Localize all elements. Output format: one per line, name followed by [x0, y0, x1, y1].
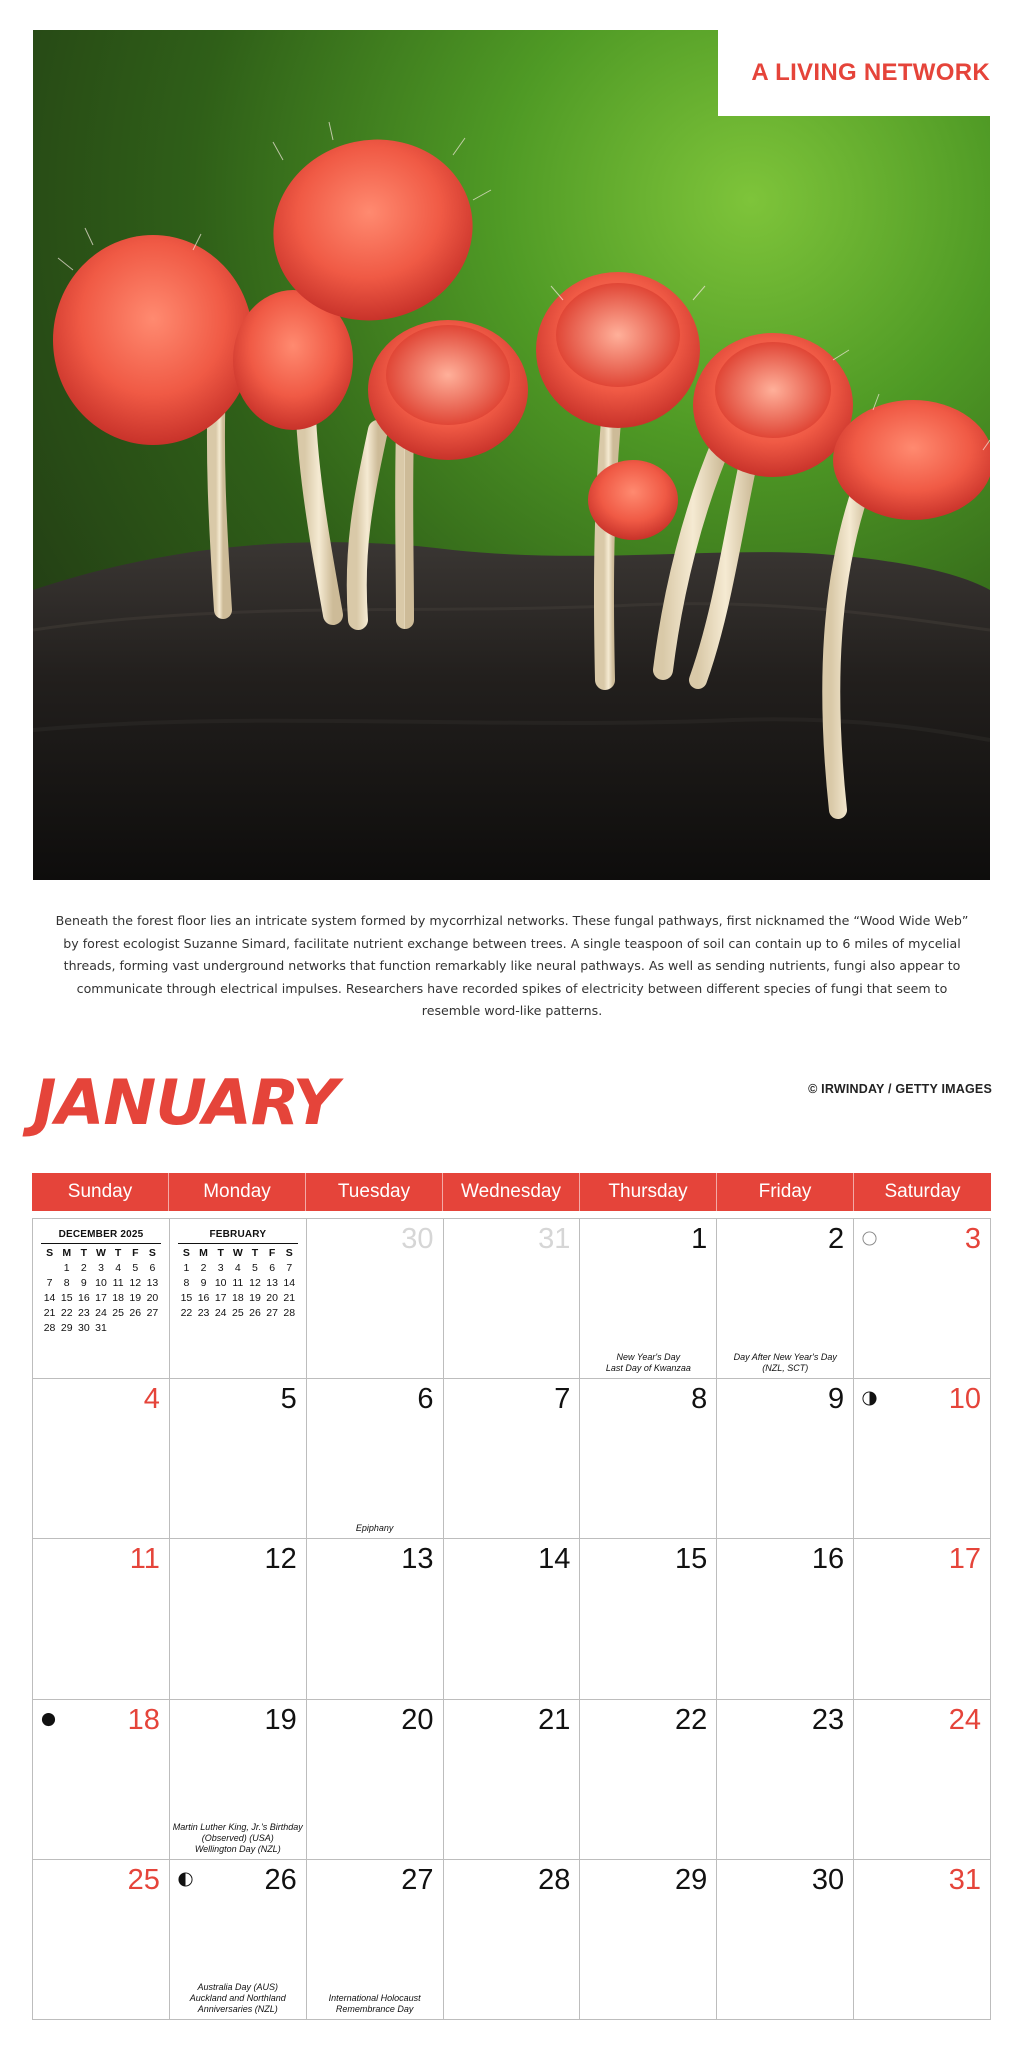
day-number: 13: [401, 1543, 434, 1576]
mini-calendar-day: [144, 1322, 161, 1335]
mini-calendar-day: 1: [183, 1262, 190, 1274]
day-cell-10: [854, 1379, 991, 1539]
mini-calendar-cell: [170, 1219, 307, 1379]
weekday-wednesday: Wednesday: [443, 1173, 580, 1211]
mini-calendar-day: 29: [60, 1322, 73, 1334]
day-cell-5: [170, 1379, 307, 1539]
holiday-note-line: Australia Day (AUS): [197, 1981, 279, 1992]
month-title: JANUARY: [33, 1066, 338, 1139]
mini-calendar-day: 3: [217, 1262, 224, 1274]
day-cell-28: [444, 1860, 581, 2020]
mini-calendar-weekday: S: [182, 1247, 190, 1259]
mini-calendar-weekday: M: [62, 1247, 72, 1259]
weekday-saturday: Saturday: [884, 1181, 961, 1202]
day-number: 7: [554, 1383, 571, 1416]
mini-calendar-day: 6: [269, 1262, 276, 1274]
mini-calendar-day: 17: [95, 1292, 107, 1304]
mini-calendar-day: 3: [98, 1262, 104, 1274]
day-number: 15: [675, 1543, 708, 1576]
mini-calendar-day: 14: [283, 1277, 296, 1289]
day-cell-prev-30: [307, 1219, 444, 1379]
day-cell-27: [307, 1860, 444, 2020]
mini-calendar-day: [127, 1322, 144, 1335]
photo-title: A LIVING NETWORK: [751, 59, 990, 86]
day-cell-13: [307, 1539, 444, 1699]
moon-phase-full-icon: [862, 1231, 877, 1246]
day-number: 4: [143, 1383, 160, 1416]
mini-calendar-day: 22: [180, 1307, 193, 1319]
holiday-note: [582, 1352, 714, 1374]
mini-calendar-weekday: F: [132, 1247, 139, 1259]
mini-calendar-weekday: M: [199, 1247, 208, 1259]
day-cell-3: [854, 1219, 991, 1379]
day-cell-12: [170, 1539, 307, 1699]
mini-calendar-day: 12: [249, 1277, 261, 1289]
weekday-sunday: Sunday: [32, 1173, 169, 1211]
day-number: 10: [948, 1383, 981, 1416]
holiday-note: [172, 1982, 304, 2015]
weekday-thursday: Thursday: [580, 1173, 717, 1211]
mini-calendar-day: 8: [183, 1277, 190, 1289]
day-number: 2: [828, 1223, 845, 1255]
mini-calendar-title: FEBRUARY: [178, 1229, 298, 1244]
mini-calendar-day: 27: [266, 1307, 278, 1319]
moon-phase-new-icon: [41, 1712, 56, 1727]
mini-calendar-day: 8: [63, 1277, 70, 1289]
mini-calendar-weekday: W: [96, 1247, 106, 1259]
fungi-illustration: [33, 30, 990, 880]
day-number: 18: [127, 1703, 160, 1736]
day-number: 30: [811, 1863, 845, 1896]
mini-calendar-day: 5: [132, 1262, 139, 1274]
day-cell-1: [580, 1219, 717, 1379]
mini-calendar-day: 4: [234, 1262, 241, 1274]
mini-calendar-weekday: W: [232, 1247, 243, 1259]
mini-calendar-day: 23: [78, 1307, 90, 1319]
mini-calendar-day: 2: [80, 1262, 87, 1274]
holiday-note: [309, 1993, 441, 2015]
mini-calendar-weekday: T: [114, 1247, 122, 1259]
holiday-note-line: Last Day of Kwanzaa: [605, 1363, 691, 1374]
holiday-note-line: Martin Luther King, Jr.'s Birthday: [172, 1821, 303, 1832]
day-number: 17: [948, 1543, 981, 1576]
day-number: 11: [129, 1543, 160, 1576]
mini-calendar-day: 11: [232, 1277, 244, 1289]
mini-calendar-weekday: T: [217, 1247, 224, 1259]
moon-phase-first-quarter-icon: [178, 1872, 193, 1887]
mini-calendar-day: 5: [252, 1262, 258, 1274]
mini-calendar-weekday: S: [285, 1247, 293, 1259]
holiday-note: [172, 1822, 304, 1855]
mini-calendar-day: 14: [43, 1292, 56, 1304]
mini-calendar-weekday: F: [268, 1247, 276, 1259]
mini-calendar-weekday: T: [251, 1247, 259, 1259]
mini-calendar-day: 22: [60, 1307, 73, 1319]
mini-calendar-day: 9: [80, 1277, 87, 1289]
day-number: 5: [280, 1383, 297, 1416]
mini-calendar-day: 7: [46, 1277, 53, 1289]
month-description: Beneath the forest floor lies an intricate system formed by mycorrhizal networks. These fungal pathways, first nicknamed the “Wood Wide Web” by forest ecologist Suzanne Simard, facilitate nutrient exchange between trees. A single teaspoon of soil can contain up to 6 miles of mycelial threads, forming vast underground networks that function remarkably like neural pathways. As well as sending nutrients, fungi also appear to communicate through electrical impulses. Researchers have recorded spikes of electricity between different species of fungi that seem to resemble word-like patterns.: [55, 913, 969, 1018]
mini-calendar-title: DECEMBER 2025: [41, 1229, 161, 1244]
day-number: 26: [264, 1863, 297, 1896]
hero-photo: [33, 30, 990, 880]
day-cell-14: [444, 1539, 581, 1699]
mini-calendar-day: 13: [146, 1277, 159, 1289]
day-cell-7: [444, 1379, 581, 1539]
mini-calendar-day: 20: [146, 1292, 159, 1304]
mini-calendar-day: 26: [129, 1307, 142, 1319]
mini-calendar-day: 2: [200, 1262, 207, 1274]
mini-calendar-day: 20: [266, 1292, 278, 1304]
day-number: 8: [691, 1383, 708, 1416]
holiday-note-line: International Holocaust: [328, 1992, 421, 2003]
mini-calendar-day: 21: [43, 1307, 56, 1319]
weekday-tuesday: Tuesday: [306, 1173, 443, 1211]
mini-calendar-grid: [41, 1247, 161, 1335]
mini-calendar: [178, 1229, 298, 1320]
day-cell-30: [717, 1860, 854, 2020]
day-number: 1: [691, 1223, 708, 1255]
weekday-friday: Friday: [717, 1173, 854, 1211]
mini-calendar-day: 7: [286, 1262, 293, 1274]
day-number: 27: [401, 1863, 434, 1896]
holiday-note-line: Remembrance Day: [335, 2003, 414, 2014]
day-cell-4: [33, 1379, 170, 1539]
mini-calendar-day: 31: [95, 1322, 107, 1334]
mini-calendar-weekday: T: [80, 1247, 88, 1259]
day-number: 16: [811, 1543, 845, 1576]
holiday-note: [719, 1352, 851, 1374]
mini-calendar-day: 16: [197, 1292, 210, 1304]
day-number: 3: [964, 1223, 981, 1255]
day-number: 23: [811, 1703, 845, 1736]
day-cell-25: [33, 1860, 170, 2020]
day-number: 31: [538, 1223, 571, 1255]
holiday-note-line: Epiphany: [355, 1523, 394, 1534]
mini-calendar-day: 18: [231, 1292, 244, 1304]
mini-calendar-weekday: S: [46, 1247, 54, 1259]
day-cell-15: [580, 1539, 717, 1699]
holiday-note-line: Wellington Day (NZL): [194, 1843, 281, 1854]
mini-calendar-day: 15: [60, 1292, 73, 1304]
calendar-grid: [32, 1218, 991, 2020]
day-number: 19: [264, 1703, 297, 1736]
day-cell-20: [307, 1700, 444, 1860]
mini-calendar-day: 10: [214, 1277, 227, 1289]
day-cell-21: [444, 1700, 581, 1860]
day-cell-22: [580, 1700, 717, 1860]
mini-calendar-day: [110, 1322, 127, 1335]
mini-calendar-day: 24: [95, 1307, 107, 1319]
mini-calendar-day: 12: [129, 1277, 142, 1289]
holiday-note-line: Auckland and Northland: [189, 1992, 286, 2003]
day-number: 6: [417, 1383, 434, 1416]
mini-calendar-day: 21: [283, 1292, 296, 1304]
day-cell-19: [170, 1700, 307, 1860]
holiday-note: [309, 1523, 441, 1534]
day-cell-24: [854, 1700, 991, 1860]
holiday-note-line: Anniversaries (NZL): [197, 2003, 278, 2014]
day-number: 24: [948, 1703, 981, 1736]
mini-calendar-day: 13: [266, 1277, 278, 1289]
holiday-note-line: (NZL, SCT): [762, 1363, 809, 1374]
mini-calendar-cell: [33, 1219, 170, 1379]
mini-calendar-day: 11: [112, 1277, 124, 1289]
mini-calendar-day: 24: [214, 1307, 227, 1319]
weekday-monday: Monday: [169, 1173, 306, 1211]
moon-phase-last-quarter-icon: [862, 1391, 877, 1406]
mini-calendar-day: 6: [149, 1262, 156, 1274]
day-number: 21: [538, 1703, 571, 1736]
weekday-header: [32, 1173, 991, 1211]
day-number: 9: [828, 1383, 845, 1416]
holiday-note-line: New Year's Day: [616, 1352, 681, 1363]
day-cell-29: [580, 1860, 717, 2020]
photo-title-box: [718, 30, 990, 116]
mini-calendar-day: 4: [115, 1262, 122, 1274]
mini-calendar-grid: [178, 1247, 298, 1320]
day-number: 14: [538, 1543, 571, 1576]
day-number: 12: [264, 1543, 297, 1576]
mini-calendar-day: 15: [180, 1292, 193, 1304]
day-number: 28: [538, 1863, 571, 1896]
mini-calendar-day: 27: [146, 1307, 159, 1319]
mini-calendar-day: 19: [129, 1292, 142, 1304]
day-cell-9: [717, 1379, 854, 1539]
mini-calendar-weekday: S: [148, 1247, 156, 1259]
day-cell-2: [717, 1219, 854, 1379]
day-number: 25: [127, 1863, 160, 1896]
day-cell-6: [307, 1379, 444, 1539]
mini-calendar-day: 10: [95, 1277, 107, 1289]
day-cell-11: [33, 1539, 170, 1699]
mini-calendar-day: 25: [231, 1307, 244, 1319]
mini-calendar-day: 26: [249, 1307, 261, 1319]
mini-calendar-day: 30: [78, 1322, 90, 1334]
day-cell-8: [580, 1379, 717, 1539]
mini-calendar-day: 28: [43, 1322, 56, 1334]
day-cell-23: [717, 1700, 854, 1860]
day-cell-16: [717, 1539, 854, 1699]
day-number: 20: [401, 1703, 434, 1736]
holiday-note-line: (Observed) (USA): [201, 1832, 274, 1843]
day-cell-26: [170, 1860, 307, 2020]
day-cell-17: [854, 1539, 991, 1699]
day-number: 30: [401, 1223, 434, 1255]
mini-calendar-day: 23: [197, 1307, 210, 1319]
mini-calendar-day: 19: [249, 1292, 261, 1304]
photo-credit: © IRWINDAY / GETTY IMAGES: [808, 1082, 992, 1096]
mini-calendar-day: [41, 1262, 58, 1275]
day-cell-31: [854, 1860, 991, 2020]
holiday-note-line: Day After New Year's Day: [733, 1352, 837, 1363]
mini-calendar: [41, 1229, 161, 1335]
day-number: 29: [675, 1863, 708, 1896]
day-cell-18: [33, 1700, 170, 1860]
day-cell-prev-31: [444, 1219, 581, 1379]
mini-calendar-day: 16: [78, 1292, 90, 1304]
mini-calendar-day: 28: [283, 1307, 296, 1319]
mini-calendar-day: 25: [112, 1307, 124, 1319]
day-number: 31: [948, 1863, 981, 1896]
day-number: 22: [675, 1703, 708, 1736]
mini-calendar-day: 9: [200, 1277, 207, 1289]
mini-calendar-day: 17: [214, 1292, 227, 1304]
mini-calendar-day: 18: [112, 1292, 124, 1304]
mini-calendar-day: 1: [63, 1262, 70, 1274]
